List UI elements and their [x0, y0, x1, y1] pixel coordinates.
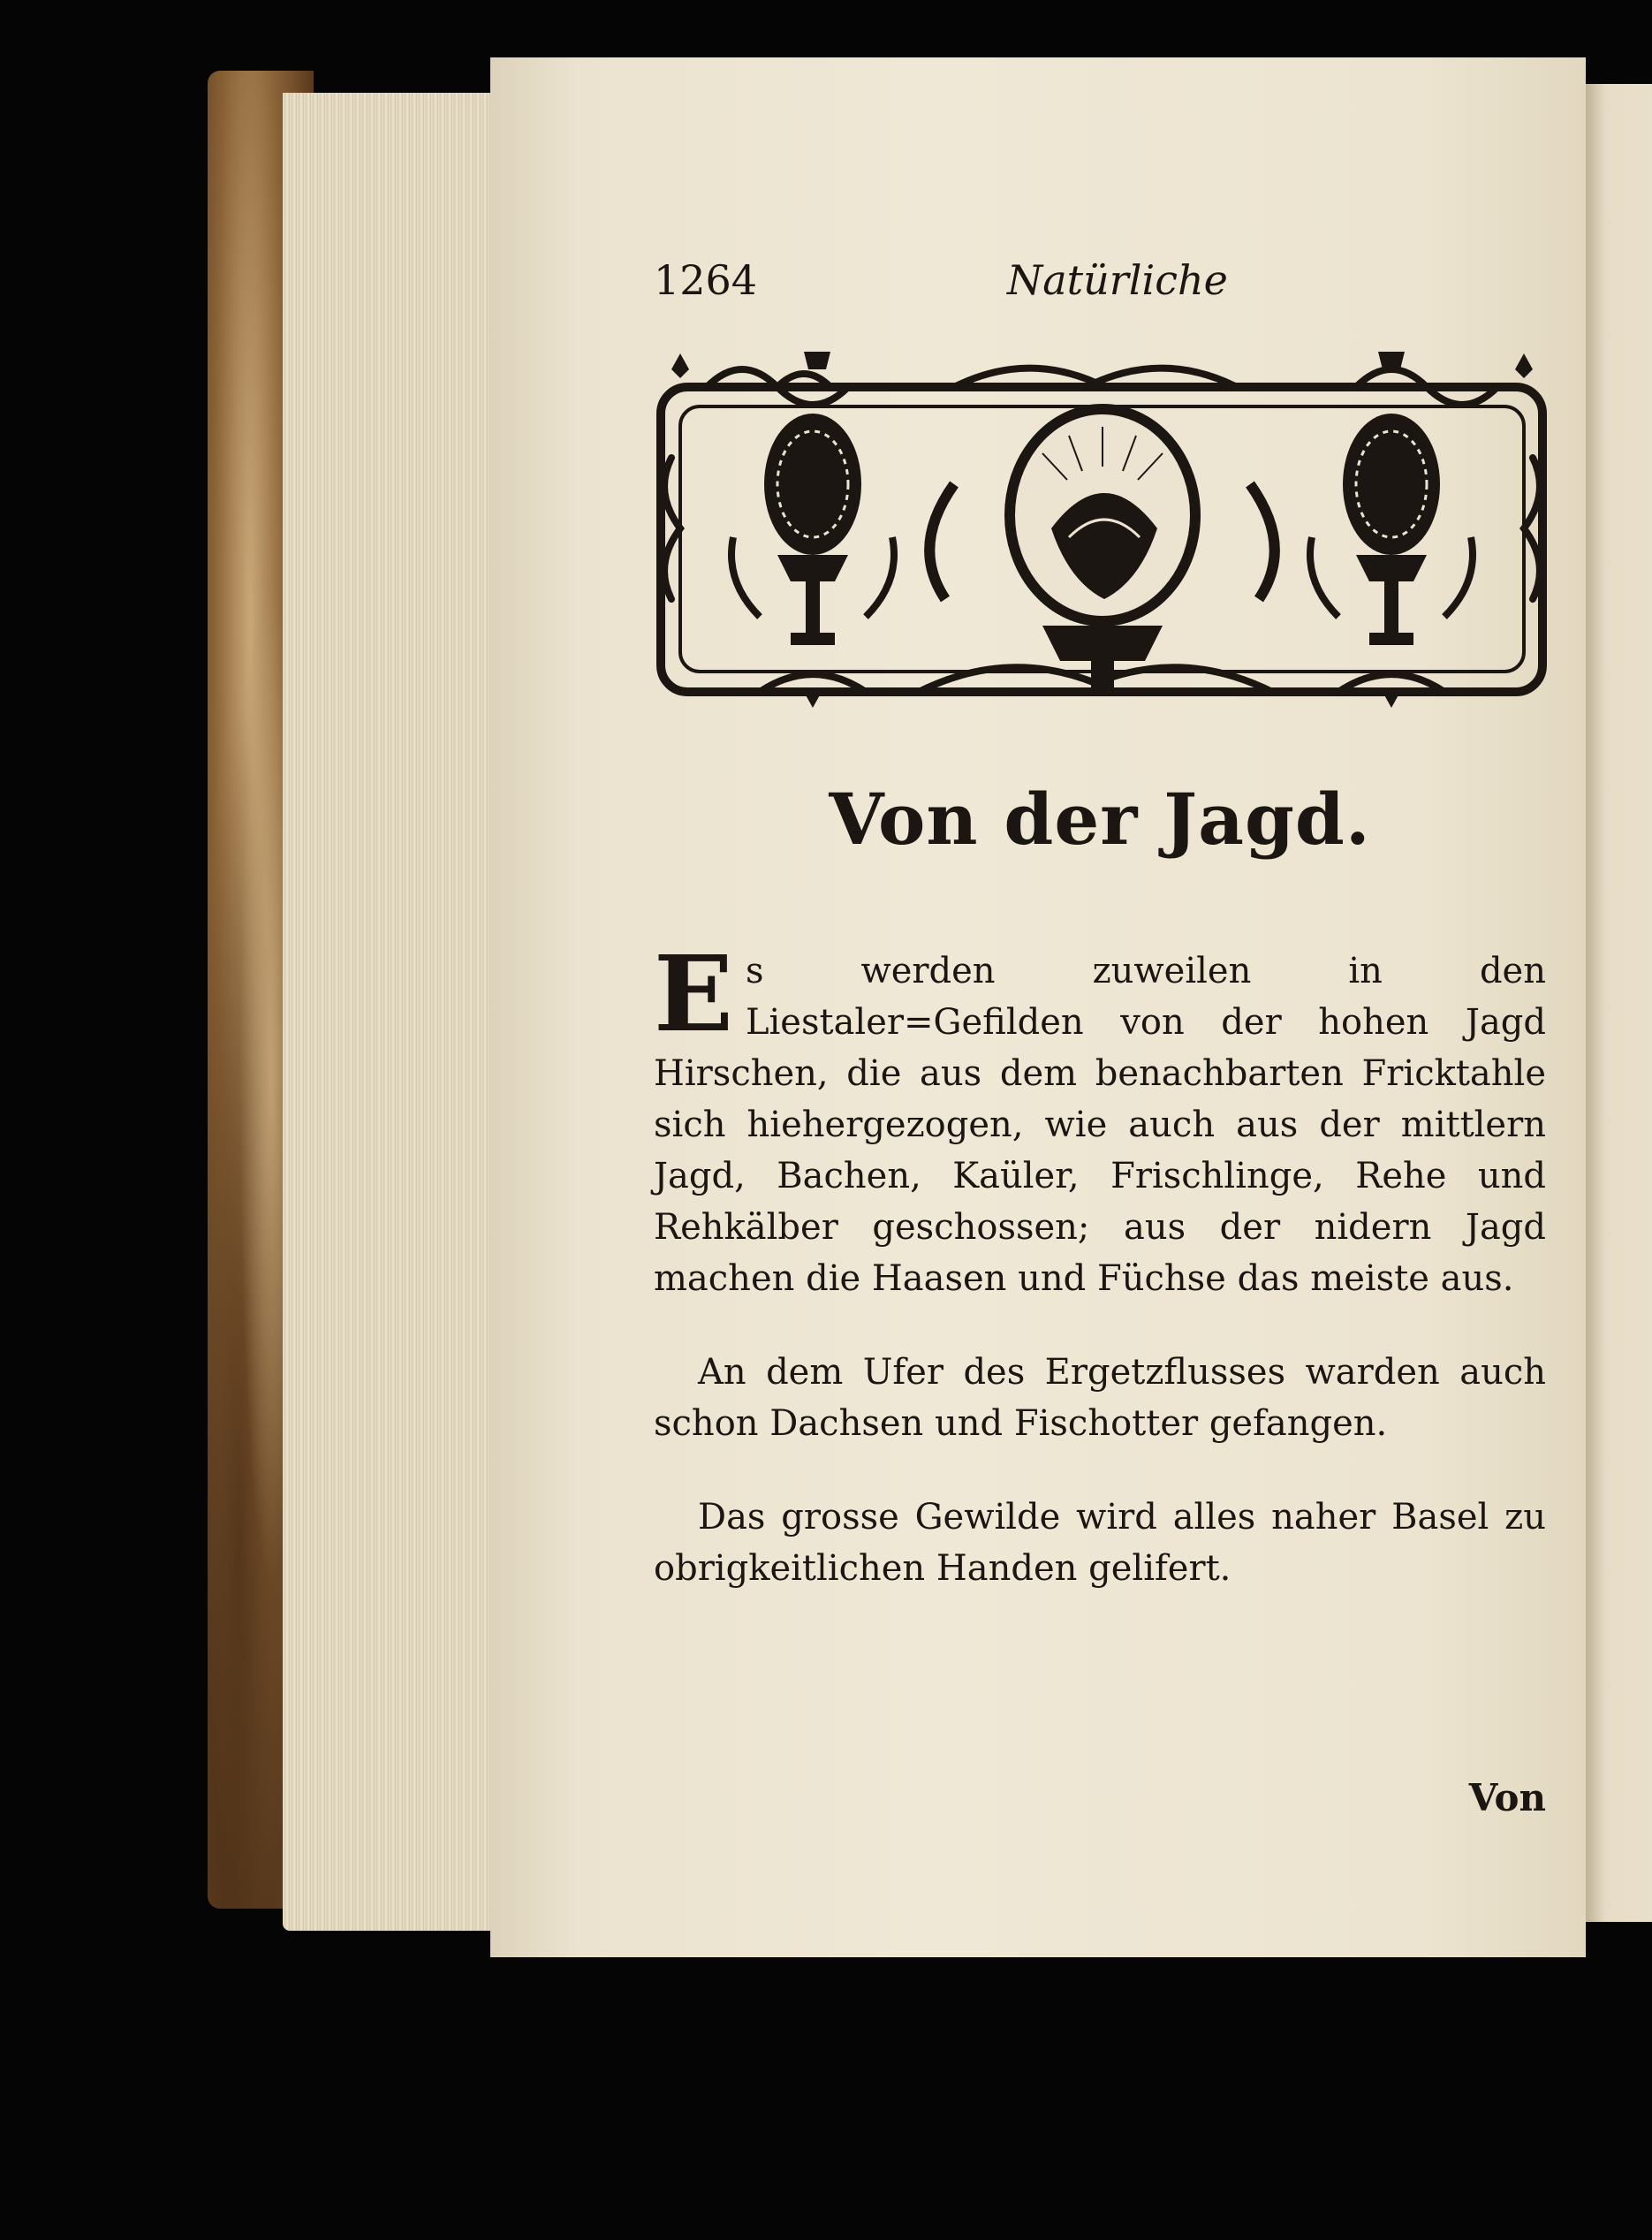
- paragraph-3: Das grosse Gewilde wird alles naher Basel zu obrigkeitlichen Handen gelifert.: [654, 1497, 1546, 1589]
- paragraph-1-text: s werden zuweilen in den Liestaler=Gefilden von der hohen Jagd Hirschen, die aus dem benachbarten Fricktahle sich hiehergezogen, wie auch aus der mittlern Jagd, Bachen, Kaüler, Frischlinge, Rehe und Rehkälber geschossen; aus der nidern Jagd machen die Haasen und Füchse das meiste aus.: [654, 951, 1546, 1299]
- running-title: Natürliche: [1007, 256, 1228, 304]
- page-edges: [283, 93, 495, 1931]
- section-title: Von der Jagd.: [829, 778, 1371, 861]
- paragraph-1: [654, 932, 1546, 1304]
- paragraph-2: An dem Ufer des Ergetzflusses warden auch schon Dachsen und Fischotter gefangen.: [654, 1352, 1546, 1444]
- catchword: Von: [1468, 1776, 1546, 1819]
- drop-cap: E: [654, 932, 733, 1055]
- running-head: [654, 256, 1546, 318]
- page-content: [654, 256, 1546, 1819]
- facing-page-edge: [1586, 84, 1652, 1922]
- body-text: [654, 932, 1546, 1594]
- headpiece-ornament-icon: [654, 352, 1550, 714]
- page-number: 1264: [654, 256, 758, 304]
